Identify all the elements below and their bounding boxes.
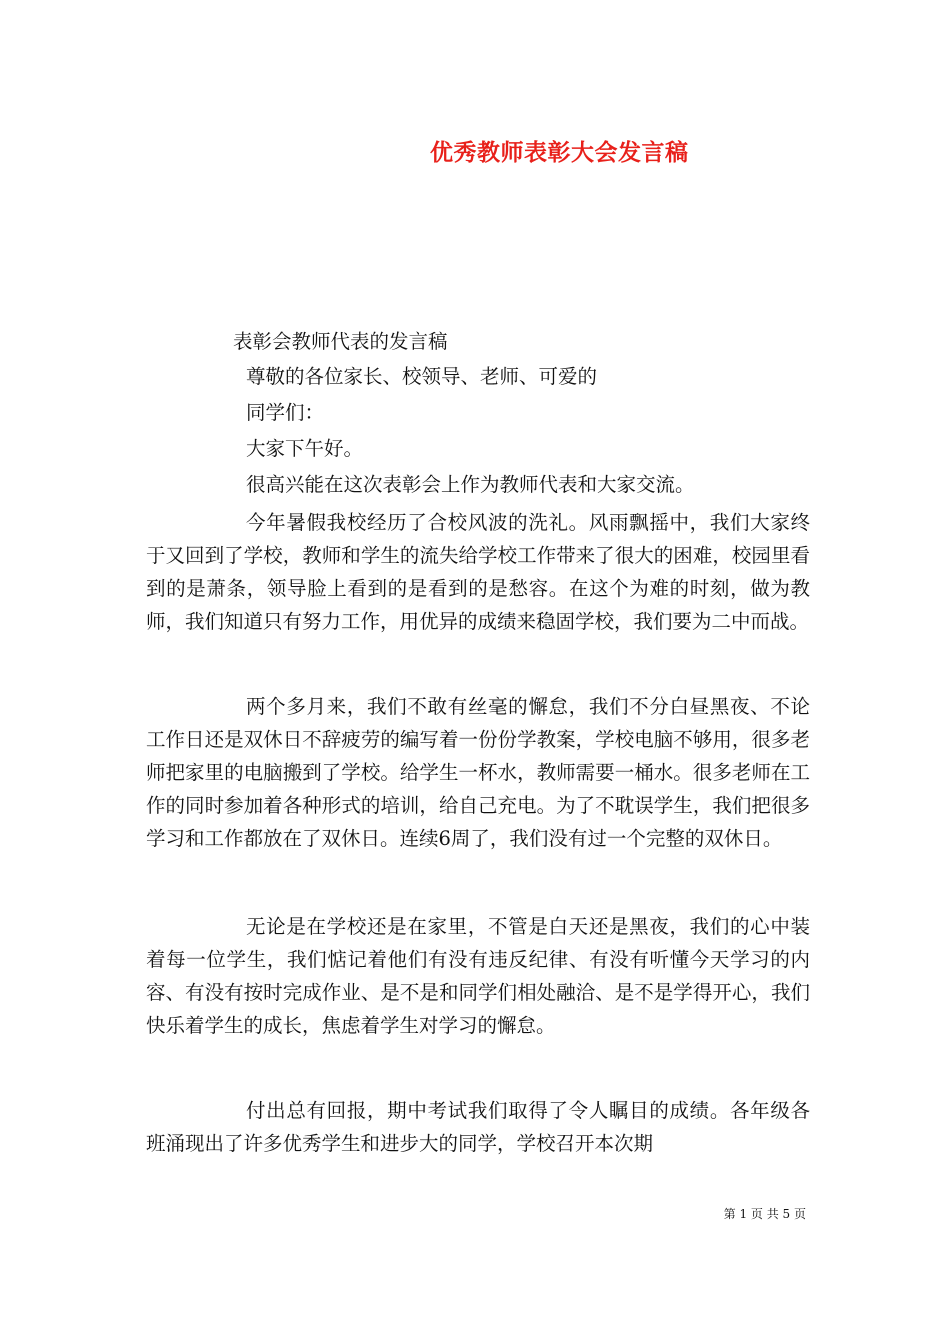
page-footer: 第 1 页 共 5 页 bbox=[723, 1207, 806, 1221]
body-paragraph-1: 今年暑假我校经历了合校风波的洗礼。风雨飘摇中，我们大家终于又回到了学校，教师和学生的流失给学校工作带来了很大的困难，校园里看到的是萧条，领导脸上看到的是看到的是愁容。在这个为难的时刻，做为教师，我们知道只有努力工作，用优异的成绩来稳固学校，我们要为二中而战。 bbox=[146, 511, 810, 633]
intro-line: 很高兴能在这次表彰会上作为教师代表和大家交流。 bbox=[246, 473, 695, 496]
greeting-line-2: 同学们： bbox=[246, 401, 325, 424]
greeting-line-3: 大家下午好。 bbox=[246, 437, 364, 460]
body-paragraph-2: 两个多月来，我们不敢有丝毫的懈怠，我们不分白昼黑夜、不论工作日还是双休日不辞疲劳的编写着一份份学教案，学校电脑不够用，很多老师把家里的电脑搬到了学校。给学生一杯水，教师需要一桶水。很多老师在工作的同时参加着各种形式的培训，给自己充电。为了不耽误学生，我们把很多学习和工作都放在了双休日。连续6周了，我们没有过一个完整的双休日。 bbox=[146, 695, 810, 850]
body-paragraph-4: 付出总有回报，期中考试我们取得了令人瞩目的成绩。各年级各班涌现出了许多优秀学生和进步大的同学，学校召开本次期 bbox=[146, 1099, 810, 1155]
document-title: 优秀教师表彰大会发言稿 bbox=[430, 139, 689, 166]
body-paragraph-3: 无论是在学校还是在家里，不管是白天还是黑夜，我们的心中装着每一位学生，我们惦记着他们有没有违反纪律、有没有听懂今天学习的内容、有没有按时完成作业、是不是和同学们相处融洽、是不是学得开心，我们快乐着学生的成长，焦虑着学生对学习的懈怠。 bbox=[146, 915, 810, 1037]
speech-subtitle: 表彰会教师代表的发言稿 bbox=[233, 330, 448, 353]
greeting-line-1: 尊敬的各位家长、校领导、老师、可爱的 bbox=[246, 365, 598, 388]
